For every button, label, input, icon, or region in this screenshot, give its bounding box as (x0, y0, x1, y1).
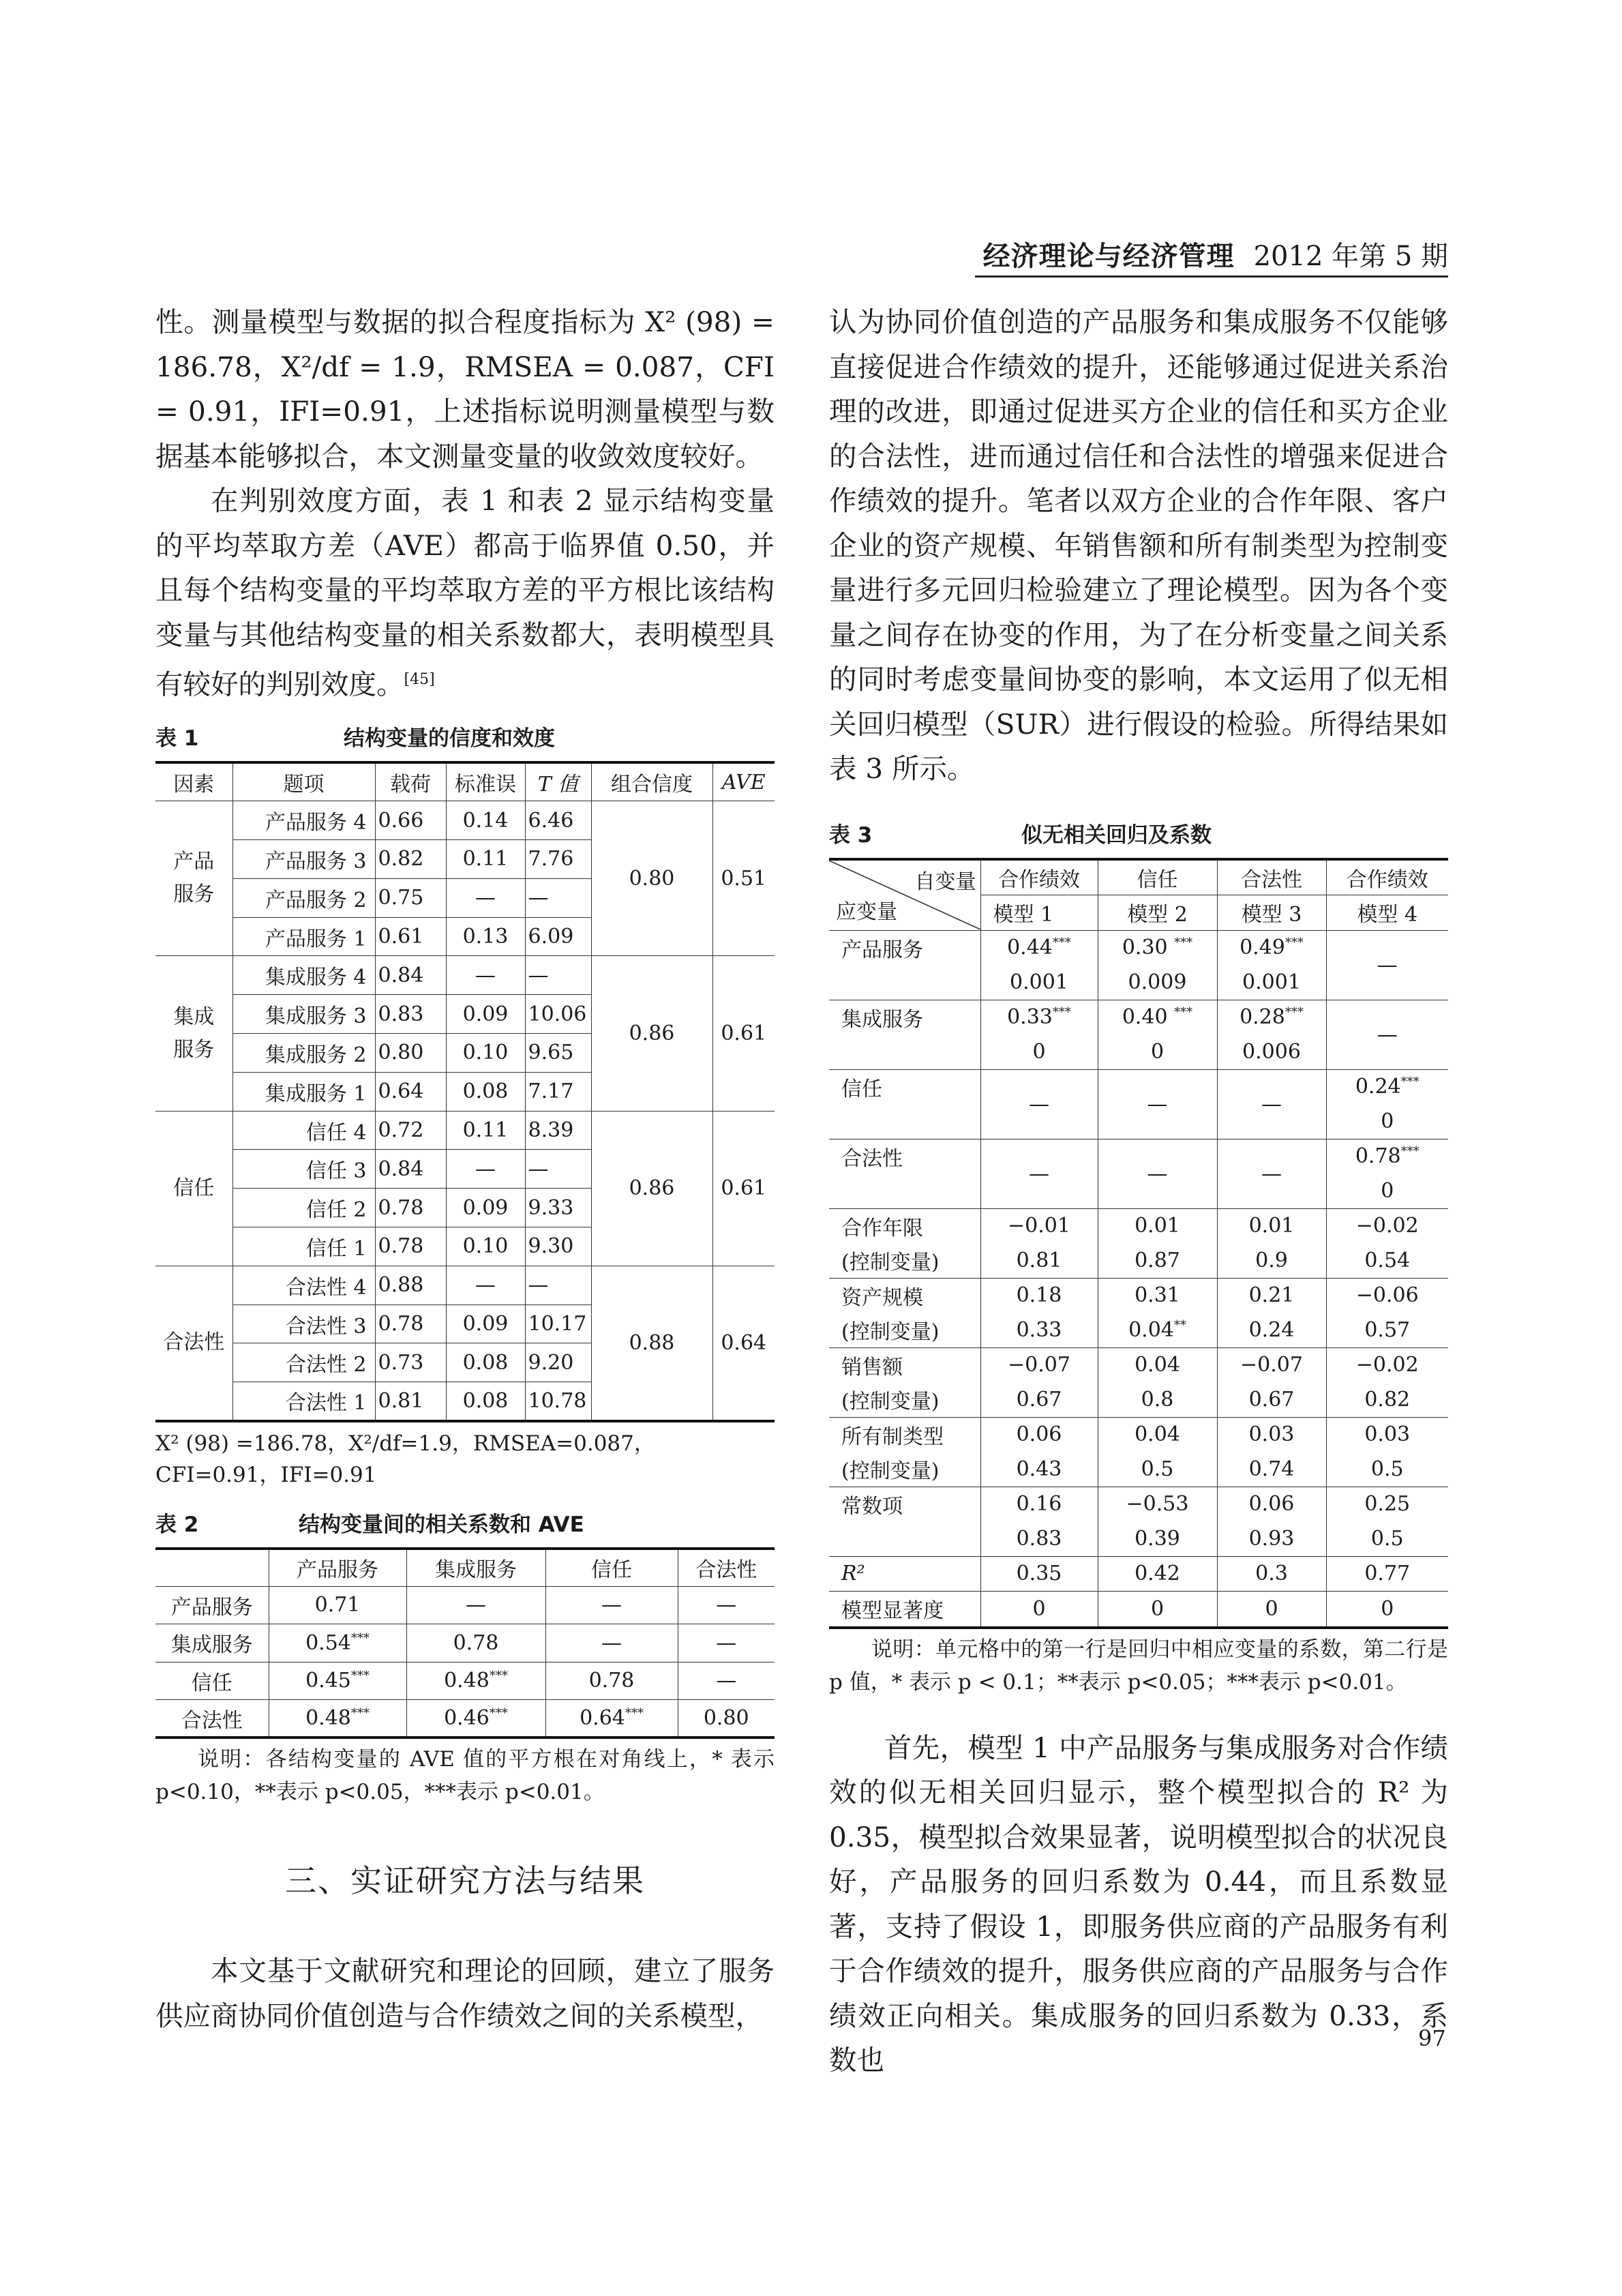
table1-se-cell: 0.11 (446, 1111, 525, 1150)
table1-loading-cell: 0.72 (375, 1111, 446, 1150)
table3-row-coef (829, 1487, 1448, 1521)
significance-stars: *** (1285, 1005, 1304, 1020)
table3-p-cell: 0.39 (1098, 1521, 1217, 1556)
table1-loading-cell: 0.88 (375, 1266, 446, 1304)
table3-p-cell: 0.5 (1098, 1452, 1217, 1487)
significance-stars: *** (1400, 1075, 1420, 1090)
table1-se-cell: — (446, 878, 525, 917)
significance-stars: *** (1052, 1005, 1071, 1020)
table2-header-cell (155, 1549, 269, 1587)
table3-var-sublabel: (控制变量) (829, 1243, 980, 1278)
paragraph-discriminant-validity (155, 479, 775, 707)
table3-row-coef (829, 1069, 1448, 1104)
table3-coef-cell: 0.06 (1217, 1487, 1326, 1521)
table1-item-cell: 信任 4 (232, 1111, 375, 1150)
table2-row-label: 合法性 (155, 1700, 269, 1738)
table1-item-cell: 合法性 2 (232, 1343, 375, 1382)
table1-factor-cell: 集成 服务 (155, 956, 232, 1111)
significance-stars: *** (1174, 936, 1193, 951)
table1-number: 表 1 (155, 726, 199, 751)
table1-ave-cell: 0.64 (712, 1266, 775, 1420)
table1-t-cell: 6.46 (525, 801, 591, 840)
table2-cell: 0.78 (406, 1624, 545, 1663)
table3-coef-cell: 0.49*** (1217, 930, 1326, 965)
table3-coef-cell: 0.44*** (980, 930, 1098, 965)
table1-header-cell: 题项 (232, 762, 375, 801)
table1-row (155, 801, 775, 840)
table3-row-coef (829, 1278, 1448, 1313)
table1-t-cell: — (525, 1266, 591, 1304)
table3-p-cell: 0.8 (1098, 1382, 1217, 1417)
table3-row-coef (829, 1347, 1448, 1382)
table1-item-cell: 产品服务 2 (232, 878, 375, 917)
table3-dep-cell: 合法性 (1217, 859, 1326, 895)
table3-coef-cell: −0.07 (980, 1347, 1098, 1382)
table1-t-cell: 10.17 (525, 1304, 591, 1343)
table2-cell: — (545, 1624, 678, 1663)
table3-dep-cell: 信任 (1098, 859, 1217, 895)
table3-p-cell: 0.009 (1098, 965, 1217, 1000)
table1-loading-cell: 0.73 (375, 1343, 446, 1382)
table1-factor-cell: 合法性 (155, 1266, 232, 1420)
table1-title: 结构变量的信度和效度 (344, 726, 555, 751)
table3-coef-cell: 0.01 (1217, 1208, 1326, 1243)
paragraph-results: 首先，模型 1 中产品服务与集成服务对合作绩效的似无相关回归显示，整个模型拟合的 R² 为 0.35，模型拟合效果显著，说明模型拟合的状况良好，产品服务的回归系数为 0.44，而且系数显著，支持了假设 1，即服务供应商的产品服务有利于合作绩效的提升，服务供应商的产品服务与合作绩效正向相关。集成服务的回归系数为 0.33，系数也 (829, 1731, 1448, 2076)
table2-row (155, 1586, 775, 1624)
table1-item-cell: 信任 2 (232, 1189, 375, 1227)
table3-model-cell: 模型 2 (1098, 895, 1217, 931)
significance-stars: *** (489, 1669, 508, 1684)
table1-se-cell: — (446, 1266, 525, 1304)
table3-row-p (829, 1521, 1448, 1556)
table3-p-cell: 0 (1098, 1034, 1217, 1069)
table2-cell: — (678, 1624, 775, 1663)
table1-t-cell: 7.17 (525, 1072, 591, 1111)
table2-cell: — (406, 1586, 545, 1624)
table3-p-cell: 0.24 (1217, 1313, 1326, 1347)
table3-coef-cell: −0.02 (1326, 1208, 1448, 1243)
table3-p-cell: 0.74 (1217, 1452, 1326, 1487)
table2-row-label: 产品服务 (155, 1586, 269, 1624)
table2-cell: 0.46*** (406, 1700, 545, 1738)
table1-header-cell: 因素 (155, 762, 232, 801)
table1-body (155, 801, 775, 1421)
table3-p-cell: 0.82 (1326, 1382, 1448, 1417)
table2-header-cell: 信任 (545, 1549, 678, 1587)
table3-var-sublabel (829, 965, 980, 1000)
table2-row (155, 1700, 775, 1738)
table3-corner-cell (829, 859, 980, 931)
table3-p-cell: 0.001 (1217, 965, 1326, 1000)
table1-item-cell: 信任 1 (232, 1227, 375, 1266)
table1-t-cell: — (525, 878, 591, 917)
table3-coef-cell: 0.04 (1098, 1417, 1217, 1452)
table3-var-sublabel (829, 1521, 980, 1556)
table2-cell: 0.80 (678, 1700, 775, 1738)
table1-header-cell: AVE (712, 762, 775, 801)
table1-loading-cell: 0.84 (375, 1150, 446, 1189)
table1-loading-cell: 0.61 (375, 917, 446, 956)
significance-stars: *** (1052, 936, 1071, 951)
table3-model-cell: 模型 1 (980, 895, 1098, 931)
table3-var-sublabel (829, 1034, 980, 1069)
table3-note: 说明：单元格中的第一行是回归中相应变量的系数，第二行是 p 值，* 表示 p < 0.1；**表示 p<0.05；***表示 p<0.01。 (829, 1637, 1448, 1695)
significance-stars: *** (350, 1630, 370, 1645)
table3-coef-cell: 0.40 *** (1098, 1000, 1217, 1034)
table3-cell: 0.77 (1326, 1556, 1448, 1592)
table3-row-p (829, 1243, 1448, 1278)
table3-row-label: 模型显著度 (829, 1592, 980, 1628)
table1-item-cell: 产品服务 4 (232, 801, 375, 840)
table3-coef-cell: 0.06 (980, 1417, 1098, 1452)
table1-item-cell: 合法性 3 (232, 1304, 375, 1343)
table3-p-cell: 0 (980, 1034, 1098, 1069)
table3-p-cell: 0.5 (1326, 1521, 1448, 1556)
table2-header-row (155, 1549, 775, 1587)
significance-stars: *** (1174, 1005, 1193, 1020)
table1-t-cell: 9.20 (525, 1343, 591, 1382)
table1-row (155, 956, 775, 995)
table1-se-cell: 0.08 (446, 1382, 525, 1421)
table3-significance-row (829, 1592, 1448, 1628)
paragraph-method: 本文基于文献研究和理论的回顾，建立了服务供应商协同价值创造与合作绩效之间的关系模型， (155, 1954, 775, 2032)
table3-model-cell: 模型 3 (1217, 895, 1326, 931)
corner-top-label: 自变量 (914, 869, 976, 894)
table1-loading-cell: 0.82 (375, 840, 446, 879)
table1-loading-cell: 0.64 (375, 1072, 446, 1111)
journal-name: 经济理论与经济管理 (982, 240, 1235, 272)
table3-p-cell: 0.93 (1217, 1521, 1326, 1556)
table3-cell: — (1326, 1000, 1448, 1069)
table1-ave-cell: 0.61 (712, 956, 775, 1111)
table3-coef-cell: −0.02 (1326, 1347, 1448, 1382)
table3-coef-cell: 0.28*** (1217, 1000, 1326, 1034)
table3-dep-cell: 合作绩效 (1326, 859, 1448, 895)
table1-se-cell: 0.10 (446, 1034, 525, 1073)
table3-p-cell: 0.87 (1098, 1243, 1217, 1278)
table3-row-coef (829, 1139, 1448, 1174)
table3-coef-cell: 0.21 (1217, 1278, 1326, 1313)
table3-coef-cell: 0.24*** (1326, 1069, 1448, 1104)
table2-title: 结构变量间的相关系数和 AVE (299, 1512, 584, 1537)
table1-loading-cell: 0.78 (375, 1304, 446, 1343)
significance-stars: *** (1400, 1144, 1420, 1159)
table1-se-cell: 0.11 (446, 840, 525, 879)
table3-row-coef (829, 1208, 1448, 1243)
table3-cell: 0.35 (980, 1556, 1098, 1592)
table1-caption (155, 721, 775, 751)
table1-se-cell: 0.14 (446, 801, 525, 840)
table3-cell: — (1326, 930, 1448, 1000)
corner-bottom-label: 应变量 (836, 899, 897, 924)
table3-coef-cell: 0.03 (1326, 1417, 1448, 1452)
table1-loading-cell: 0.78 (375, 1227, 446, 1266)
table3-title: 似无相关回归及系数 (1021, 822, 1212, 848)
table3-row-p (829, 1313, 1448, 1347)
table2-row-label: 信任 (155, 1662, 269, 1700)
table3-number: 表 3 (829, 822, 873, 848)
table2-row (155, 1624, 775, 1663)
table1-ave-cell: 0.51 (712, 801, 775, 956)
significance-stars: ** (1173, 1317, 1186, 1332)
table3-row-p (829, 1382, 1448, 1417)
paragraph-fit-indices: 性。测量模型与数据的拟合程度指标为 X² (98) = 186.78，X²/df = 1.9，RMSEA = 0.087，CFI = 0.91，IFI=0.91，上述指标说明测量模型与数据基本能够拟合，本文测量变量的收敛效度较好。 (155, 305, 775, 473)
paragraph-model: 认为协同价值创造的产品服务和集成服务不仅能够直接促进合作绩效的提升，还能够通过促进关系治理的改进，即通过促进买方企业的信任和买方企业的合法性，进而通过信任和合法性的增强来促进合作绩效的提升。笔者以双方企业的合作年限、客户企业的资产规模、年销售额和所有制类型为控制变量进行多元回归检验建立了理论模型。因为各个变量之间存在协变的作用，为了在分析变量之间关系的同时考虑变量间协变的影响，本文运用了似无相关回归模型（SUR）进行假设的检验。所得结果如表 3 所示。 (829, 305, 1448, 785)
table1-loading-cell: 0.83 (375, 995, 446, 1034)
table3-coef-cell: −0.01 (980, 1208, 1098, 1243)
table3-p-cell: 0.43 (980, 1452, 1098, 1487)
table1-factor-cell: 信任 (155, 1111, 232, 1266)
table3-body (829, 930, 1448, 1628)
table2-cell: 0.64*** (545, 1700, 678, 1738)
table3-var-label: 信任 (829, 1069, 980, 1104)
significance-stars: *** (350, 1669, 370, 1684)
paragraph-text: 在判别效度方面，表 1 和表 2 显示结构变量的平均萃取方差（AVE）都高于临界值 0.50，并且每个结构变量的平均萃取方差的平方根比该结构变量与其他结构变量的相关系数都大，表明模型具有较好的判别效度。 (155, 484, 775, 701)
table1-factor-cell: 产品 服务 (155, 801, 232, 956)
table3-row-coef (829, 930, 1448, 965)
table2-body (155, 1586, 775, 1738)
table3-p-cell: 0.5 (1326, 1452, 1448, 1487)
table3-var-sublabel (829, 1104, 980, 1139)
table3-row-label: R² (829, 1556, 980, 1592)
table3-coef-cell: 0.78*** (1326, 1139, 1448, 1174)
table3-row-p (829, 1452, 1448, 1487)
table2-cell: 0.54*** (269, 1624, 406, 1663)
table1-se-cell: 0.09 (446, 1189, 525, 1227)
table3-cell: — (980, 1069, 1098, 1139)
table2-cell: — (678, 1586, 775, 1624)
table3-var-label: 所有制类型 (829, 1417, 980, 1452)
table1-se-cell: 0.08 (446, 1072, 525, 1111)
table3-coef-cell: 0.25 (1326, 1487, 1448, 1521)
table3-coef-cell: −0.53 (1098, 1487, 1217, 1521)
table1-item-cell: 产品服务 1 (232, 917, 375, 956)
table1-item-cell: 信任 3 (232, 1150, 375, 1189)
table1-se-cell: — (446, 1150, 525, 1189)
table3-coef-cell: −0.06 (1326, 1278, 1448, 1313)
table1-row (155, 1111, 775, 1150)
table3-caption (829, 818, 1448, 848)
table1-cr-cell: 0.80 (591, 801, 712, 956)
table2-row-label: 集成服务 (155, 1624, 269, 1663)
table3-coef-cell: −0.07 (1217, 1347, 1326, 1382)
table1-t-cell: 9.65 (525, 1034, 591, 1073)
table1-se-cell: 0.09 (446, 1304, 525, 1343)
section-heading: 三、实证研究方法与结果 (285, 1862, 645, 1900)
running-header (975, 232, 1448, 278)
table3-coef-cell: 0.31 (1098, 1278, 1217, 1313)
table1-loading-cell: 0.81 (375, 1382, 446, 1421)
significance-stars: *** (350, 1706, 370, 1721)
table1-cr-cell: 0.86 (591, 1111, 712, 1266)
table3-coef-cell: 0.18 (980, 1278, 1098, 1313)
issue-label: 2012 年第 5 期 (1253, 240, 1448, 272)
table3-cell: 0.42 (1098, 1556, 1217, 1592)
table1-item-cell: 集成服务 2 (232, 1034, 375, 1073)
table3-cell: 0 (1326, 1592, 1448, 1628)
table1-header-cell: T 值 (525, 762, 591, 801)
table3-var-label: 合作年限 (829, 1208, 980, 1243)
table3-coef-cell: 0.33*** (980, 1000, 1098, 1034)
table3-p-cell: 0.04** (1098, 1313, 1217, 1347)
table1-loading-cell: 0.84 (375, 956, 446, 995)
table1-header-cell: 组合信度 (591, 762, 712, 801)
significance-stars: *** (489, 1706, 508, 1721)
significance-stars: *** (625, 1706, 644, 1721)
table3-row-coef (829, 1417, 1448, 1452)
table1-loading-cell: 0.75 (375, 878, 446, 917)
table1-item-cell: 集成服务 4 (232, 956, 375, 995)
table3-p-cell: 0 (1326, 1174, 1448, 1208)
table1-item-cell: 产品服务 3 (232, 840, 375, 879)
table3-p-cell: 0.001 (980, 965, 1098, 1000)
table3-var-label: 集成服务 (829, 1000, 980, 1034)
table2-cell: — (678, 1662, 775, 1700)
table1-item-cell: 集成服务 3 (232, 995, 375, 1034)
table3-var-label: 产品服务 (829, 930, 980, 965)
left-column (155, 300, 775, 2038)
table1-t-cell: 9.33 (525, 1189, 591, 1227)
table2-note: 说明：各结构变量的 AVE 值的平方根在对角线上，* 表示 p<0.10，**表示 p<0.05，***表示 p<0.01。 (155, 1747, 775, 1805)
table3-dep-cell: 合作绩效 (980, 859, 1098, 895)
table3-p-cell: 0.9 (1217, 1243, 1326, 1278)
table1-se-cell: 0.10 (446, 1227, 525, 1266)
table1-note-line1: X² (98) =186.78，X²/df=1.9，RMSEA=0.087， (155, 1431, 655, 1456)
table3-cell: 0 (980, 1592, 1098, 1628)
table3-p-cell: 0.83 (980, 1521, 1098, 1556)
table3-p-cell: 0.54 (1326, 1243, 1448, 1278)
table1-item-cell: 合法性 4 (232, 1266, 375, 1304)
table3-var-label: 常数项 (829, 1487, 980, 1521)
table3-var-sublabel: (控制变量) (829, 1313, 980, 1347)
table1-se-cell: 0.08 (446, 1343, 525, 1382)
table2-cell: 0.48*** (406, 1662, 545, 1700)
table1-cr-cell: 0.88 (591, 1266, 712, 1420)
table3-var-sublabel: (控制变量) (829, 1452, 980, 1487)
table1-loading-cell: 0.78 (375, 1189, 446, 1227)
table1-loading-cell: 0.66 (375, 801, 446, 840)
right-column (829, 300, 1448, 2083)
table3-cell: — (980, 1139, 1098, 1208)
table3-p-cell: 0.006 (1217, 1034, 1326, 1069)
table3-cell: — (1217, 1069, 1326, 1139)
table3-p-cell: 0.57 (1326, 1313, 1448, 1347)
table3-cell: 0 (1217, 1592, 1326, 1628)
table1-se-cell: 0.13 (446, 917, 525, 956)
table1-loading-cell: 0.80 (375, 1034, 446, 1073)
table1-t-cell: 10.06 (525, 995, 591, 1034)
table3-p-cell: 0.67 (980, 1382, 1098, 1417)
table1-cr-cell: 0.86 (591, 956, 712, 1111)
table2-header-cell: 集成服务 (406, 1549, 545, 1587)
table1-t-cell: — (525, 1150, 591, 1189)
table1-note (155, 1428, 775, 1491)
table3-cell: — (1217, 1139, 1326, 1208)
table3-p-cell: 0 (1326, 1104, 1448, 1139)
table1-header-cell: 标准误 (446, 762, 525, 801)
table1-t-cell: 9.30 (525, 1227, 591, 1266)
table3-cell: 0.3 (1217, 1556, 1326, 1592)
table1-t-cell: — (525, 956, 591, 995)
table3-p-cell: 0.33 (980, 1313, 1098, 1347)
table3-p-cell: 0.81 (980, 1243, 1098, 1278)
citation-ref: [45] (404, 671, 435, 688)
table3-cell: — (1098, 1069, 1217, 1139)
table2-row (155, 1662, 775, 1700)
table2-header-cell: 产品服务 (269, 1549, 406, 1587)
page-number: 97 (1418, 2025, 1446, 2051)
table1-item-cell: 集成服务 1 (232, 1072, 375, 1111)
table3-var-label: 资产规模 (829, 1278, 980, 1313)
table3-var-label: 合法性 (829, 1139, 980, 1174)
table3-dependent-row (829, 859, 1448, 895)
table3 (829, 858, 1448, 1629)
table1-row (155, 1266, 775, 1304)
table3-coef-cell: 0.03 (1217, 1417, 1326, 1452)
table2-number: 表 2 (155, 1512, 199, 1537)
table1-note-line2: CFI=0.91，IFI=0.91 (155, 1462, 377, 1487)
table1-item-cell: 合法性 1 (232, 1382, 375, 1421)
table3-p-cell: 0.67 (1217, 1382, 1326, 1417)
table3-model-cell: 模型 4 (1326, 895, 1448, 931)
table2-cell: 0.78 (545, 1662, 678, 1700)
table3-row-coef (829, 1000, 1448, 1034)
table2-cell: — (545, 1586, 678, 1624)
table3-var-sublabel (829, 1174, 980, 1208)
table1-header-row (155, 762, 775, 801)
table2-cell: 0.45*** (269, 1662, 406, 1700)
table3-coef-cell: 0.30 *** (1098, 930, 1217, 965)
significance-stars: *** (1285, 936, 1304, 951)
table3-coef-cell: 0.04 (1098, 1347, 1217, 1382)
table1 (155, 761, 775, 1422)
table2-header-cell: 合法性 (678, 1549, 775, 1587)
table1-header-cell: 载荷 (375, 762, 446, 801)
table3-r2-row (829, 1556, 1448, 1592)
table1-t-cell: 7.76 (525, 840, 591, 879)
table1-se-cell: 0.09 (446, 995, 525, 1034)
table1-ave-cell: 0.61 (712, 1111, 775, 1266)
table3-var-sublabel: (控制变量) (829, 1382, 980, 1417)
table1-t-cell: 10.78 (525, 1382, 591, 1421)
table2-cell: 0.71 (269, 1586, 406, 1624)
table2-caption (155, 1507, 775, 1538)
table3-cell: 0 (1098, 1592, 1217, 1628)
table3-coef-cell: 0.16 (980, 1487, 1098, 1521)
table2-cell: 0.48*** (269, 1700, 406, 1738)
table3-var-label: 销售额 (829, 1347, 980, 1382)
table1-t-cell: 8.39 (525, 1111, 591, 1150)
table1-se-cell: — (446, 956, 525, 995)
table1-t-cell: 6.09 (525, 917, 591, 956)
table3-coef-cell: 0.01 (1098, 1208, 1217, 1243)
table2 (155, 1547, 775, 1740)
table3-cell: — (1098, 1139, 1217, 1208)
